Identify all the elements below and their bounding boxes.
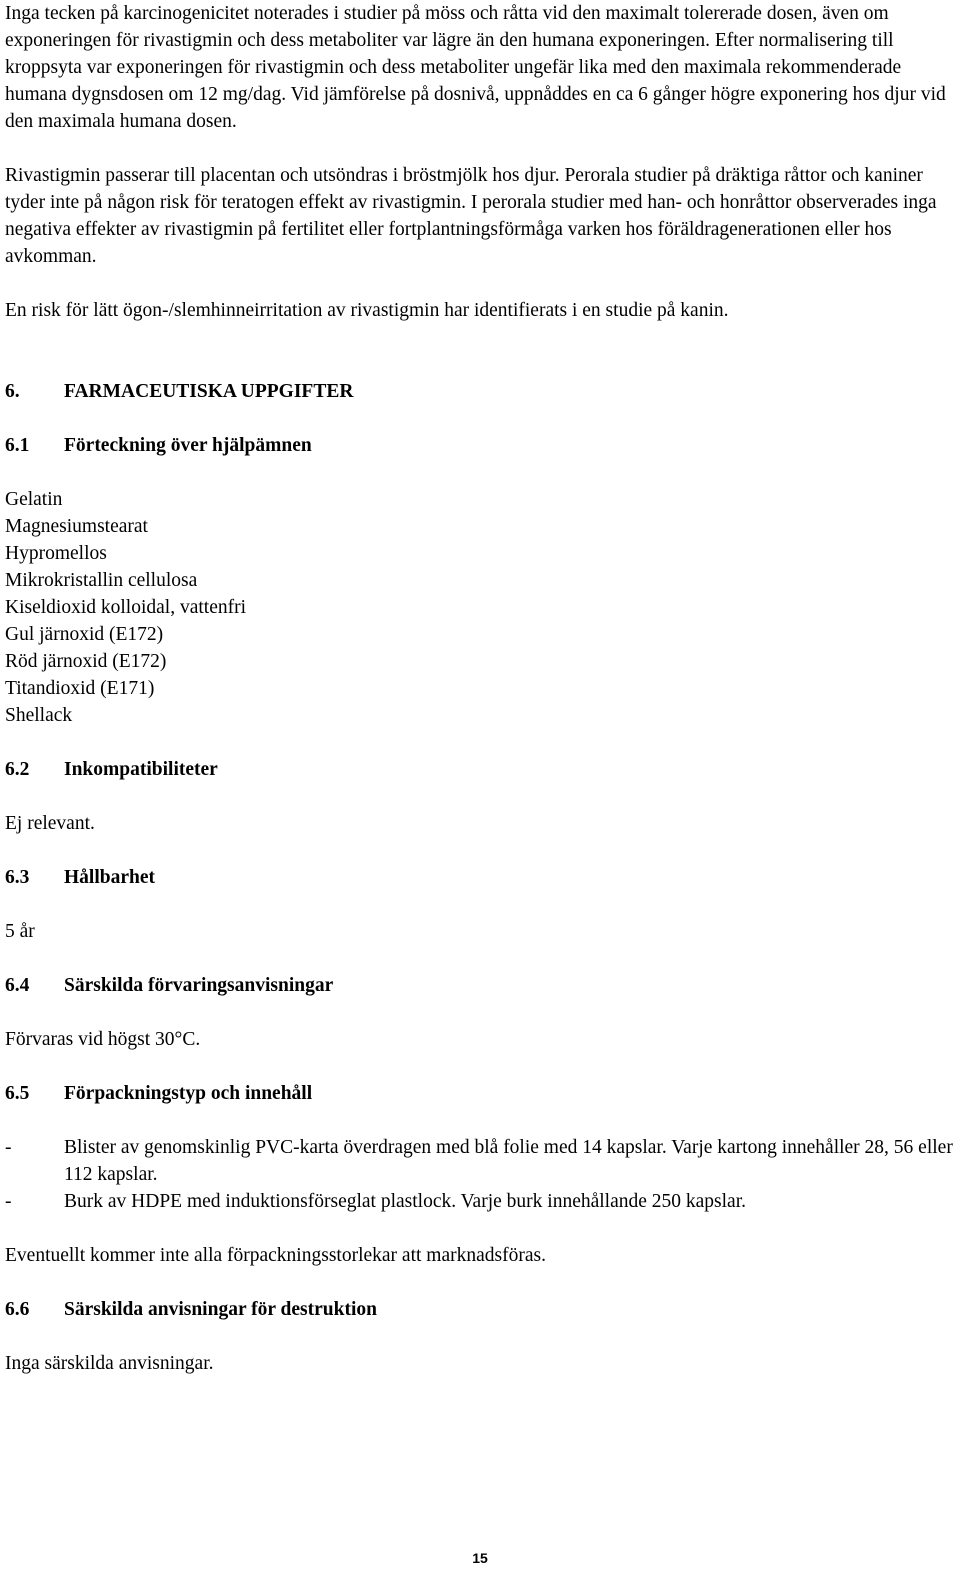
section-6-1-heading: [5, 432, 955, 459]
section-6-2-title: Inkompatibiliteter: [64, 759, 218, 780]
section-6-2-heading: [5, 756, 955, 783]
section-6-number: 6.: [5, 381, 20, 402]
excipient-item: Shellack: [5, 705, 73, 726]
excipient-item: Magnesiumstearat: [5, 516, 148, 537]
section-6-6-heading: [5, 1296, 955, 1323]
package-list: [5, 1134, 955, 1215]
list-dash: -: [5, 1191, 12, 1212]
package-list-item-text: Burk av HDPE med induktionsförseglat plastlock. Varje burk innehållande 250 kapslar.: [64, 1191, 747, 1212]
section-6-4-text: Förvaras vid högst 30°C.: [5, 1029, 201, 1050]
excipient-item: Röd järnoxid (E172): [5, 651, 167, 672]
section-6-3-text: 5 år: [5, 921, 35, 942]
section-6-5-title: Förpackningstyp och innehåll: [64, 1083, 313, 1104]
section-6-6-title: Särskilda anvisningar för destruktion: [64, 1299, 377, 1320]
section-6-1-number: 6.1: [5, 435, 30, 456]
intro-paragraph-reproduction: Rivastigmin passerar till placentan och utsöndras i bröstmjölk hos djur. Perorala studier på dräktiga råttor och kaniner tyder inte på någon risk för teratogen effekt av rivastigmin. I perorala studier med han- och honråttor observerades inga negativa effekter av rivastigmin på fertilitet eller fortplantningsförmåga varken hos föräldragenerationen eller hos avkomman.: [5, 165, 937, 267]
excipient-item: Hypromellos: [5, 543, 107, 564]
package-list-item: [5, 1188, 955, 1215]
section-6-5-number: 6.5: [5, 1083, 30, 1104]
section-6-6-number: 6.6: [5, 1299, 30, 1320]
excipient-item: Gelatin: [5, 489, 63, 510]
section-6-2-text: Ej relevant.: [5, 813, 95, 834]
section-6-2-number: 6.2: [5, 759, 30, 780]
section-6-4-title: Särskilda förvaringsanvisningar: [64, 975, 334, 996]
section-6-6-text: Inga särskilda anvisningar.: [5, 1353, 214, 1374]
excipient-item: Gul järnoxid (E172): [5, 624, 164, 645]
section-6-5-heading: [5, 1080, 955, 1107]
section-6-1-title: Förteckning över hjälpämnen: [64, 435, 312, 456]
section-spacer: [5, 351, 955, 378]
document-page: [5, 0, 955, 1404]
section-6-heading: [5, 378, 955, 405]
section-6-4-heading: [5, 972, 955, 999]
section-6-3-number: 6.3: [5, 867, 30, 888]
list-dash: -: [5, 1137, 12, 1158]
intro-paragraph-irritation: En risk för lätt ögon-/slemhinneirritation av rivastigmin har identifierats i en studie på kanin.: [5, 300, 729, 321]
intro-paragraph-carcinogenicity: Inga tecken på karcinogenicitet noterades i studier på möss och råtta vid den maximalt tolererade dosen, även om exponeringen för rivastigmin och dess metaboliter var lägre än den humana exponeringen. Efter normalisering till kroppsyta var exponeringen för rivastigmin och dess metaboliter ungefär lika med den maximala rekommenderade humana dygnsdosen om 12 mg/dag. Vid jämförelse på dosnivå, uppnåddes en ca 6 gånger högre exponering hos djur vid den maximala humana dosen.: [5, 3, 946, 132]
excipient-item: Titandioxid (E171): [5, 678, 155, 699]
section-6-3-heading: [5, 864, 955, 891]
section-6-5-note: Eventuellt kommer inte alla förpackningsstorlekar att marknadsföras.: [5, 1245, 546, 1266]
section-6-4-number: 6.4: [5, 975, 30, 996]
excipient-item: Kiseldioxid kolloidal, vattenfri: [5, 597, 246, 618]
excipient-item: Mikrokristallin cellulosa: [5, 570, 198, 591]
section-6-title: FARMACEUTISKA UPPGIFTER: [64, 381, 354, 402]
page-number: 15: [472, 1550, 488, 1566]
package-list-item: [5, 1134, 955, 1188]
section-6-3-title: Hållbarhet: [64, 867, 155, 888]
excipient-list: [5, 486, 955, 729]
package-list-item-text: Blister av genomskinlig PVC-karta överdragen med blå folie med 14 kapslar. Varje kartong innehåller 28, 56 eller 112 kapslar.: [64, 1137, 953, 1185]
